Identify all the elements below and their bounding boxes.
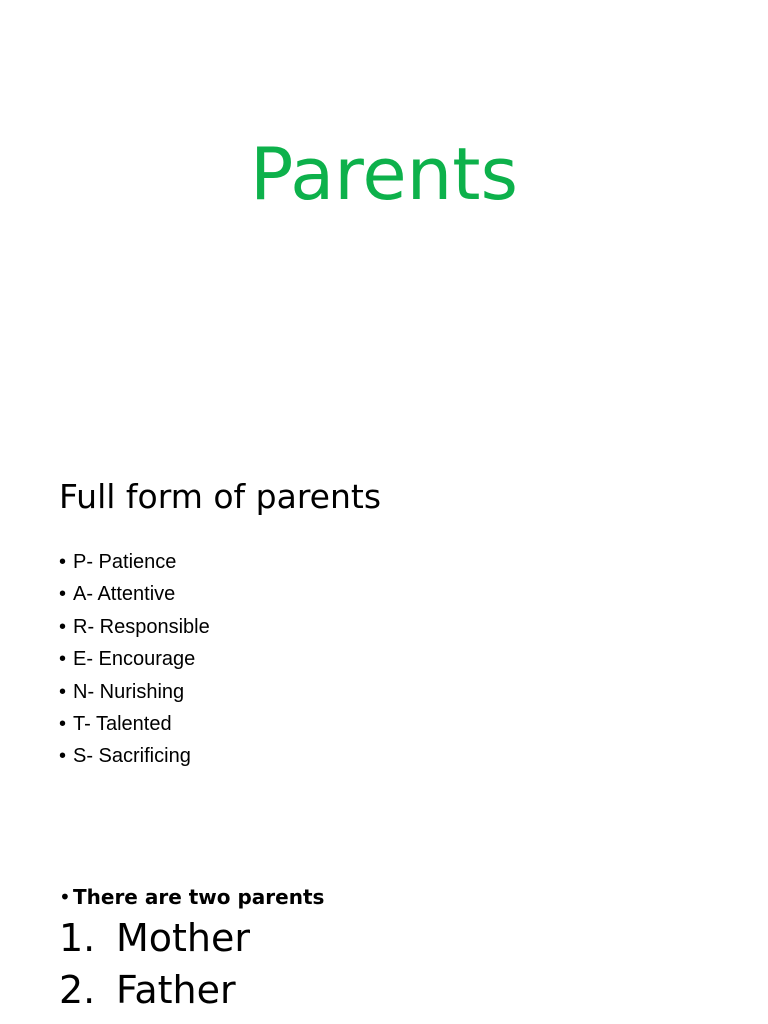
list-item-label: A- Attentive [73,583,176,606]
list-item-label: R- Responsible [73,615,210,638]
parents-intro-text: There are two parents [73,885,325,909]
section-heading-full-form: Full form of parents [59,477,382,516]
list-item-label: N- Nurishing [73,680,185,703]
bullet-icon: • [59,712,67,735]
list-item [59,643,210,675]
page-title: Parents [250,132,518,216]
parents-intro [59,882,324,912]
list-number: 2. [59,968,96,1012]
list-item [59,578,210,610]
bullet-icon: • [59,885,71,909]
bullet-icon: • [59,648,67,671]
list-item [59,708,210,740]
parents-list [59,912,250,1016]
list-item [59,964,250,1016]
list-item [59,740,210,772]
bullet-icon: • [59,615,67,638]
acronym-list [59,546,210,773]
list-item [59,676,210,708]
list-item [59,611,210,643]
list-item [59,546,210,578]
list-number: 1. [59,916,96,960]
list-item-label: T- Talented [73,712,172,735]
bullet-icon: • [59,583,67,606]
list-item [59,912,250,964]
bullet-icon: • [59,745,67,768]
list-item-label: Mother [116,916,251,960]
bullet-icon: • [59,551,67,573]
list-item-label: Father [116,968,236,1012]
list-item-label: E- Encourage [73,648,196,671]
bullet-icon: • [59,680,67,703]
list-item-label: P- Patience [73,551,177,573]
list-item-label: S- Sacrificing [73,745,191,768]
